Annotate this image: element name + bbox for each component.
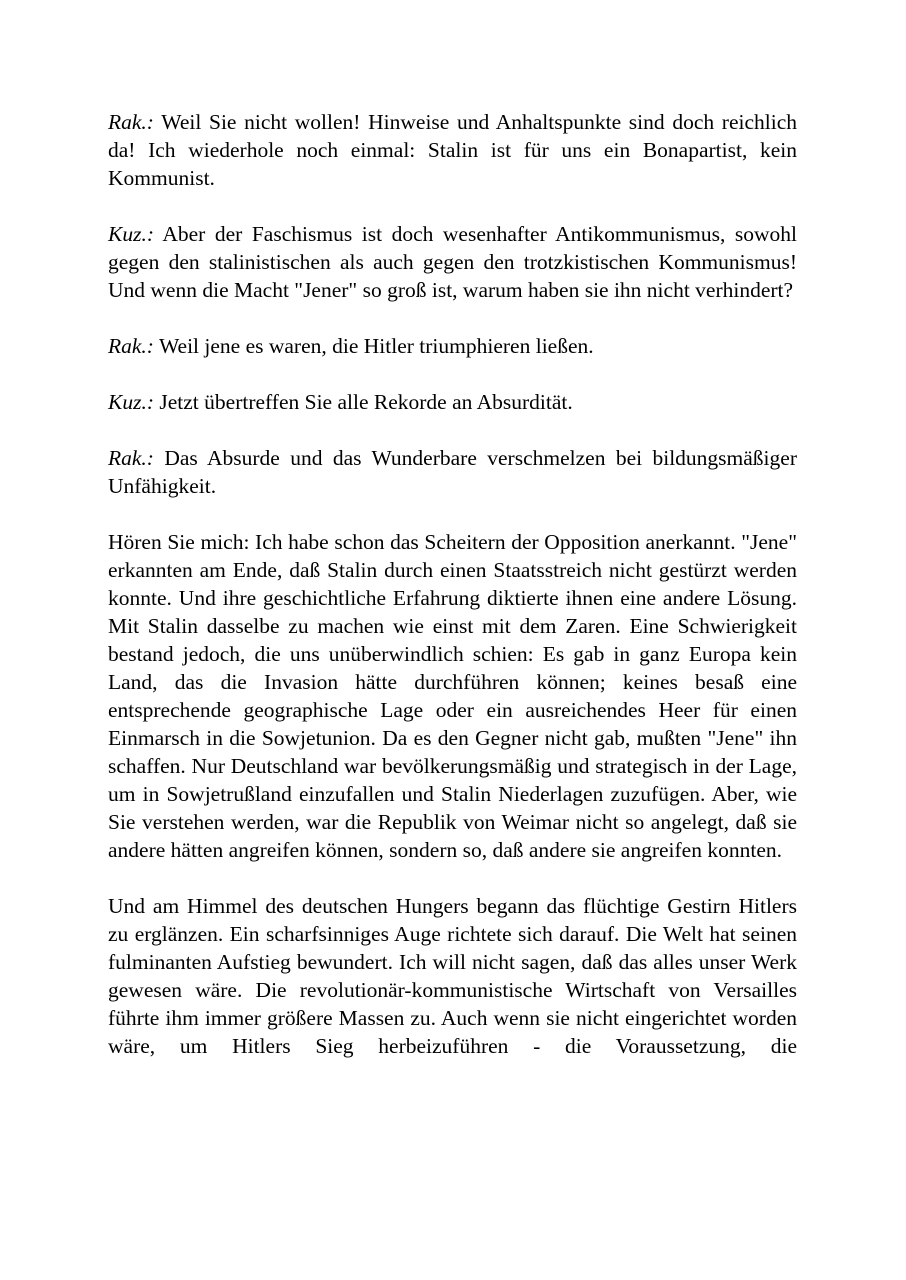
speaker-label: Kuz.: bbox=[108, 390, 154, 414]
speaker-label: Rak.: bbox=[108, 446, 154, 470]
paragraph-text: Und am Himmel des deutschen Hungers begann das flüchtige Gestirn Hitlers zu erglänzen. Ein scharfsinniges Auge richtete sich darauf. Die Welt hat seinen fulminanten Aufstieg bewundert. Ich will nicht sagen, daß das alles unser Werk gewesen wäre. Die revolutionär-kommunistische Wirtschaft von Versailles führte ihm immer größere Massen zu. Auch wenn sie nicht eingerichtet worden wäre, um Hitlers Sieg herbeizuführen - die Voraussetzung, die bbox=[108, 894, 797, 1058]
paragraph-text: Jetzt übertreffen Sie alle Rekorde an Absurdität. bbox=[154, 390, 573, 414]
paragraph-text: Das Absurde und das Wunderbare verschmelzen bei bildungsmäßiger Unfähigkeit. bbox=[108, 446, 797, 498]
paragraph-text: Weil jene es waren, die Hitler triumphieren ließen. bbox=[153, 334, 594, 358]
dialogue-paragraph-1 bbox=[108, 108, 797, 192]
paragraph-text: Aber der Faschismus ist doch wesenhafter Antikommunismus, sowohl gegen den stalinistischen als auch gegen den trotzkistischen Kommunismus! Und wenn die Macht "Jener" so groß ist, warum haben sie ihn nicht verhindert? bbox=[108, 222, 797, 302]
dialogue-paragraph-2 bbox=[108, 220, 797, 304]
dialogue-paragraph-4 bbox=[108, 388, 797, 416]
speaker-label: Rak.: bbox=[108, 110, 154, 134]
paragraph-text: Weil Sie nicht wollen! Hinweise und Anhaltspunkte sind doch reichlich da! Ich wiederhole noch einmal: Stalin ist für uns ein Bonapartist, kein Kommunist. bbox=[108, 110, 797, 190]
document-page bbox=[108, 108, 797, 1060]
paragraph-text: Hören Sie mich: Ich habe schon das Scheitern der Opposition anerkannt. "Jene" erkannten am Ende, daß Stalin durch einen Staatsstreich nicht gestürzt werden konnte. Und ihre geschichtliche Erfahrung diktierte ihnen eine andere Lösung. Mit Stalin dasselbe zu machen wie einst mit dem Zaren. Eine Schwierigkeit bestand jedoch, die uns unüberwindlich schien: Es gab in ganz Europa kein Land, das die Invasion hätte durchführen können; keines besaß eine entsprechende geographische Lage oder ein ausreichendes Heer für einen Einmarsch in die Sowjetunion. Da es den Gegner nicht gab, mußten "Jene" ihn schaffen. Nur Deutschland war bevölkerungsmäßig und strategisch in der Lage, um in Sowjetrußland einzufallen und Stalin Niederlagen zuzufügen. Aber, wie Sie verstehen werden, war die Republik von Weimar nicht so angelegt, daß sie andere hätten angreifen können, sondern so, daß andere sie angreifen konnten. bbox=[108, 530, 797, 862]
body-paragraph-2 bbox=[108, 892, 797, 1060]
speaker-label: Rak.: bbox=[108, 334, 154, 358]
body-paragraph-1 bbox=[108, 528, 797, 864]
dialogue-paragraph-5 bbox=[108, 444, 797, 500]
dialogue-paragraph-3 bbox=[108, 332, 797, 360]
speaker-label: Kuz.: bbox=[108, 222, 154, 246]
